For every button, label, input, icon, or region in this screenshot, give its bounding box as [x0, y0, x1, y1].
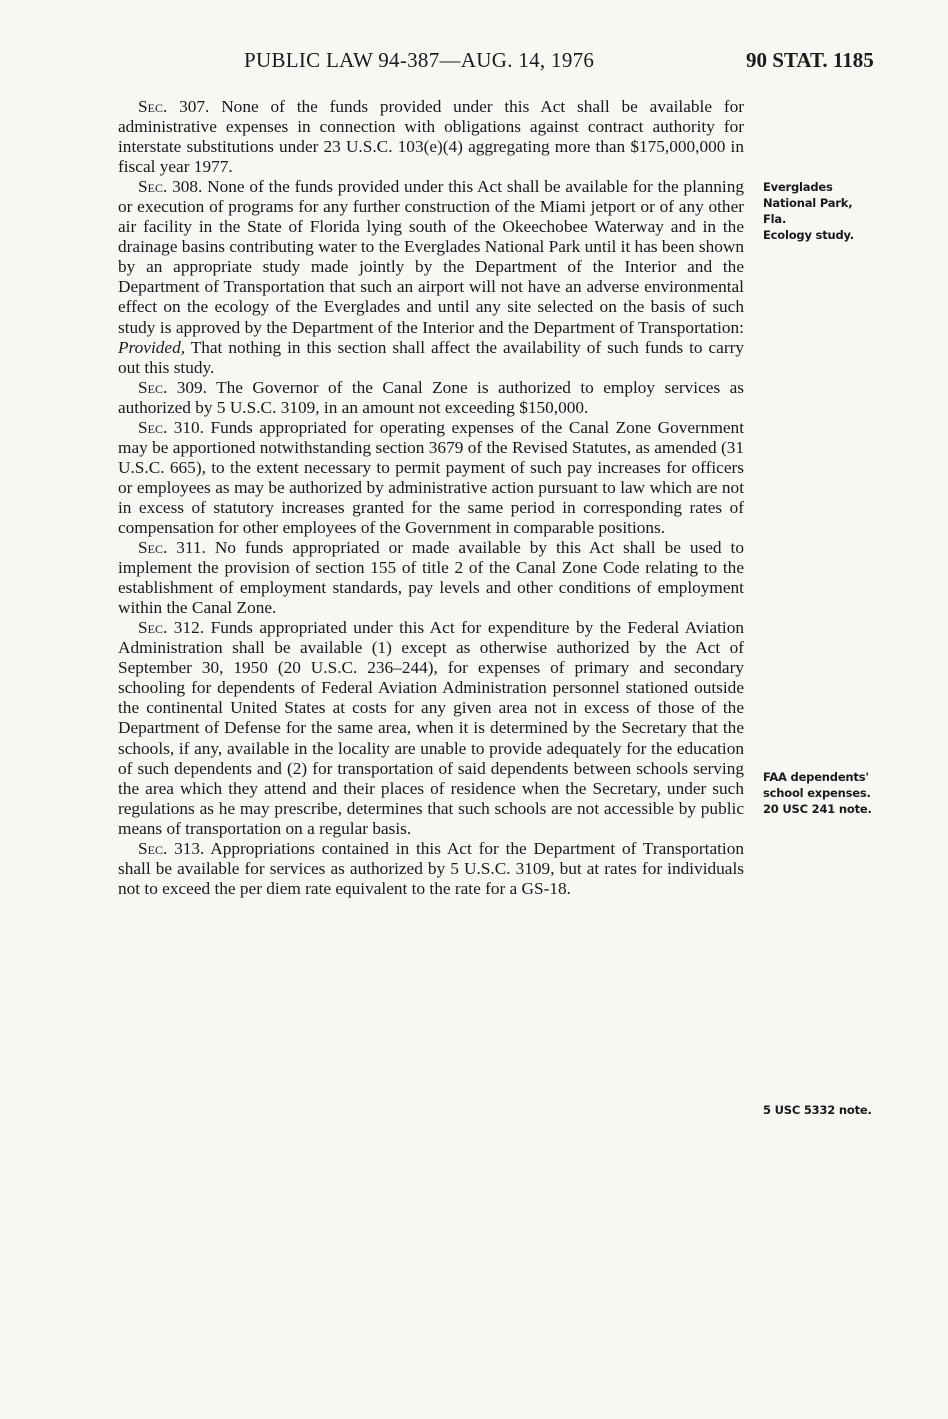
running-head-title: PUBLIC LAW 94-387—AUG. 14, 1976: [244, 48, 595, 72]
law-text-column: [118, 97, 744, 899]
statute-page-number: 90 STAT. 1185: [746, 48, 874, 72]
section-text: The Governor of the Canal Zone is authorized to employ services as authorized by 5 U.S.C. 3109, in an amount not exceeding $150,000.: [118, 377, 744, 417]
section-label: Sec. 308.: [138, 177, 203, 197]
margin-note-5-usc-5332: [763, 1102, 872, 1118]
section-text: No funds appropriated or made available by this Act shall be used to implement the provision of section 155 of title 2 of the Canal Zone Code relating to the establishment of employment standards, pay levels and other conditions of employment within the Canal Zone.: [118, 538, 744, 618]
section-text: None of the funds provided under this Act shall be available for administrative expenses in connection with obligations against contract authority for interstate substitutions under 23 U.S.C. 103(e)(4) aggregating more than $175,000,000 in fiscal year 1977.: [118, 97, 745, 177]
margin-note-line: Everglades: [763, 180, 833, 194]
section-label: Sec. 311.: [138, 538, 206, 558]
margin-note-line: Fla.: [763, 212, 787, 226]
section-label: Sec. 312.: [138, 618, 205, 638]
margin-note-line: FAA dependents': [763, 770, 869, 784]
section-308: [118, 177, 744, 377]
section-309: [118, 378, 744, 418]
margin-note-line: 20 USC 241 note.: [763, 802, 872, 816]
proviso-italic: Provided,: [118, 337, 186, 357]
section-text: None of the funds provided under this Act shall be available for the planning or execution of programs for any further construction of the Miami jetport or of any other air facility in the State of Florida lying south of the Okeechobee Waterway and in the drainage basins contributing water to the Everglades National Park until it has been shown by an appropriate study made jointly by the Department of the Interior and the Department of Transportation that such an airport will not have an adverse environmental effect on the ecology of the Everglades and until any site selected on the basis of such study is approved by the Department of the Interior and the Department of Transportation:: [118, 177, 744, 337]
section-312: [118, 618, 744, 839]
section-label: Sec. 310.: [138, 417, 204, 437]
section-313: [118, 839, 744, 899]
section-307: [118, 97, 744, 177]
margin-note-line: Ecology study.: [763, 228, 854, 242]
margin-note-everglades: [763, 179, 854, 243]
margin-note-line: school expenses.: [763, 786, 871, 800]
section-text: Funds appropriated for operating expenses of the Canal Zone Government may be apportioned notwithstanding section 3679 of the Revised Statutes, as amended (31 U.S.C. 665), to the extent necessary to permit payment of such pay increases for officers or employees as may be authorized by administrative action pursuant to law which are not in excess of statutory increases granted for the same period in corresponding rates of compensation for other employees of the Government in comparable positions.: [118, 417, 744, 537]
margin-note-line: National Park,: [763, 196, 853, 210]
section-text: Funds appropriated under this Act for expenditure by the Federal Aviation Administration shall be available (1) except as otherwise authorized by the Act of September 30, 1950 (20 U.S.C. 236–244), for expenses of primary and secondary schooling for dependents of Federal Aviation Administration personnel stationed outside the continental United States at costs for any given area not in excess of those of the Department of Defense for the same area, when it is determined by the Secretary that the schools, if any, available in the locality are unable to provide adequately for the education of such dependents and (2) for transportation of said dependents between schools serving the area which they attend and their places of residence when the Secretary, under such regulations as he may prescribe, determines that such schools are not accessible by public means of transportation on a regular basis.: [118, 618, 745, 838]
section-text: Appropriations contained in this Act for the Department of Transportation shall be available for services as authorized by 5 U.S.C. 3109, but at rates for individuals not to exceed the per diem rate equivalent to the rate for a GS-18.: [118, 838, 744, 898]
section-text-continued: That nothing in this section shall affect the availability of such funds to carry out this study.: [118, 337, 744, 377]
page-header: [0, 48, 948, 78]
section-label: Sec. 309.: [138, 377, 207, 397]
section-label: Sec. 313.: [138, 838, 205, 858]
section-label: Sec. 307.: [138, 97, 210, 116]
section-311: [118, 538, 744, 618]
margin-note-faa: [763, 769, 872, 817]
section-310: [118, 418, 744, 538]
margin-note-line: 5 USC 5332 note.: [763, 1103, 872, 1117]
